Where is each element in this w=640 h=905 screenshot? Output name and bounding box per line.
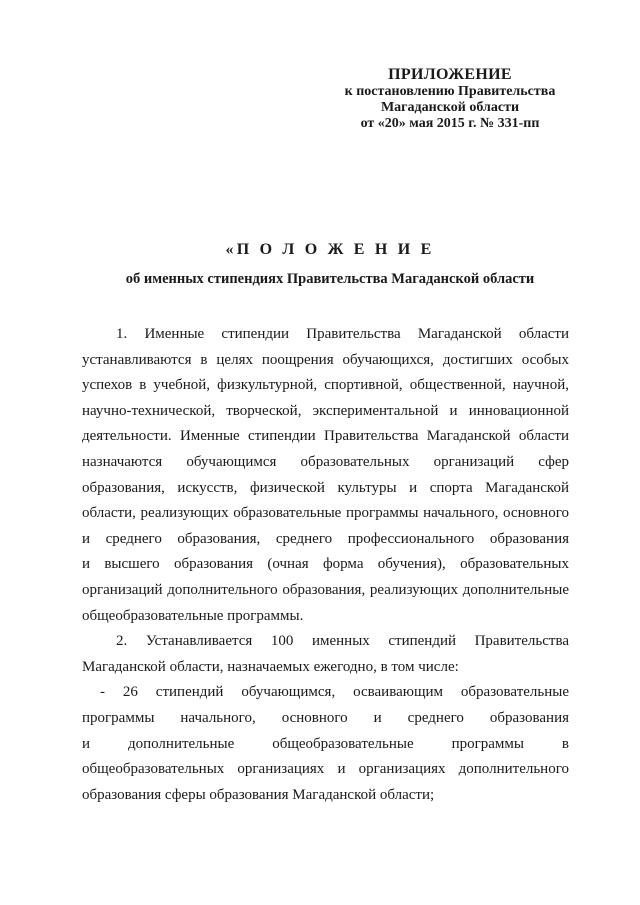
paragraph-line: области, реализующих образовательные программы начального, основного: [82, 505, 569, 522]
document-body: [82, 322, 569, 808]
paragraph-1: [82, 322, 569, 629]
appendix-title: ПРИЛОЖЕНИЕ: [388, 66, 512, 83]
paragraph-line: и среднего образования, среднего профессионального образования: [82, 530, 569, 547]
paragraph-line: общеобразовательные программы.: [82, 607, 304, 624]
appendix-line-decree: к постановлению Правительства: [344, 84, 556, 99]
paragraph-line: 2. Устанавливается 100 именных стипендий Правительства: [116, 633, 569, 650]
document-heading: [60, 240, 600, 288]
paragraph-3: [82, 680, 569, 808]
paragraph-line: деятельности. Именные стипендии Правительства Магаданской области: [82, 428, 569, 445]
appendix-block: [330, 66, 570, 132]
paragraph-line: успехов в учебной, физкультурной, спортивной, общественной, научной,: [82, 377, 569, 394]
document-title: «П О Л О Ж Е Н И Е: [225, 241, 435, 258]
paragraph-line: устанавливаются в целях поощрения обучающихся, достигших особых: [82, 351, 569, 368]
paragraph-line: назначаются обучающимся образовательных организаций сфер: [82, 453, 569, 470]
paragraph-line: 1. Именные стипендии Правительства Магаданской области: [116, 326, 569, 342]
paragraph-line: и дополнительные общеобразовательные программы в: [82, 735, 569, 752]
paragraph-line: Магаданской области, назначаемых ежегодно, в том числе:: [82, 658, 459, 675]
appendix-line-date: от «20» мая 2015 г. № 331-пп: [360, 116, 540, 131]
paragraph-line: общеобразовательных организациях и организациях дополнительного: [82, 761, 569, 778]
paragraph-line: и высшего образования (очная форма обучения), образовательных: [82, 556, 569, 573]
paragraph-line: - 26 стипендий обучающимся, осваивающим образовательные: [100, 684, 569, 701]
paragraph-line: образования, искусств, физической культуры и спорта Магаданской: [82, 479, 569, 496]
paragraph-line: научно-технической, творческой, экспериментальной и инновационной: [82, 402, 569, 419]
paragraph-line: образования сферы образования Магаданской области;: [82, 786, 435, 803]
paragraph-line: программы начального, основного и среднего образования: [82, 709, 569, 726]
document-subtitle: об именных стипендиях Правительства Магаданской области: [125, 271, 535, 287]
paragraph-2: [82, 629, 569, 680]
appendix-line-region: Магаданской области: [380, 100, 520, 115]
paragraph-line: организаций дополнительного образования, реализующих дополнительные: [82, 581, 569, 598]
